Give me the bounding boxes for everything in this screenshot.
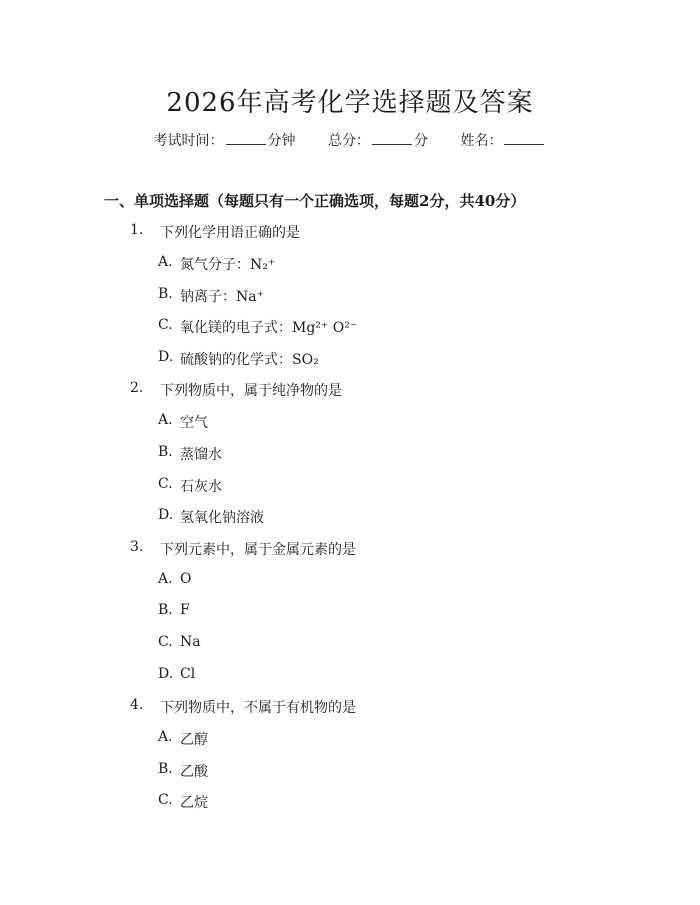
exam-time xyxy=(154,133,300,149)
name-label: 姓名： xyxy=(460,133,503,149)
page-title: 2026年高考化学选择题及答案 xyxy=(166,88,534,118)
question-number: 3. xyxy=(130,538,144,555)
option-text: Cl xyxy=(180,665,196,682)
option-letter: C. xyxy=(158,633,173,650)
answer-option xyxy=(0,602,700,634)
option-letter: B. xyxy=(158,760,173,777)
option-text: 乙醇 xyxy=(180,732,208,749)
question-stem: 下列元素中，属于金属元素的是 xyxy=(160,541,356,558)
option-text: 氧化镁的电子式：Mg²⁺ O²⁻ xyxy=(180,320,358,337)
answer-option xyxy=(0,476,700,508)
answer-option xyxy=(0,571,700,603)
option-text: Na xyxy=(180,633,201,650)
exam-name xyxy=(460,133,546,149)
answer-option xyxy=(0,761,700,793)
name-blank xyxy=(504,132,544,145)
question xyxy=(0,380,700,412)
option-letter: D. xyxy=(158,348,174,365)
option-letter: D. xyxy=(158,507,174,524)
answer-option xyxy=(0,286,700,318)
section-heading: 一、单项选择题（每题只有一个正确选项，每题2分，共40分） xyxy=(104,192,526,210)
option-letter: B. xyxy=(158,443,173,460)
option-text: O xyxy=(180,570,192,587)
question-number: 1. xyxy=(130,222,144,238)
question xyxy=(0,222,700,254)
option-letter: D. xyxy=(158,665,174,682)
answer-option xyxy=(0,507,700,539)
answer-option xyxy=(0,254,700,286)
option-text: 氮气分子：N₂⁺ xyxy=(180,257,276,273)
answer-option xyxy=(0,666,700,698)
option-letter: C. xyxy=(158,317,173,334)
option-letter: A. xyxy=(158,254,173,270)
time-label: 考试时间： xyxy=(153,133,224,149)
answer-option xyxy=(0,349,700,381)
score-blank xyxy=(372,132,412,145)
question-stem: 下列物质中，不属于有机物的是 xyxy=(160,700,356,717)
answer-option xyxy=(0,729,700,761)
option-letter: B. xyxy=(158,285,173,302)
score-label: 总分： xyxy=(328,133,370,149)
question-list xyxy=(0,222,700,824)
question-stem: 下列化学用语正确的是 xyxy=(160,225,300,241)
option-text: 乙酸 xyxy=(180,763,208,780)
option-letter: C. xyxy=(158,792,173,809)
option-text: 硫酸钠的化学式：SO₂ xyxy=(180,351,319,368)
option-text: 氢氧化钠溶液 xyxy=(180,510,264,527)
option-text: 石灰水 xyxy=(180,478,222,495)
answer-option xyxy=(0,444,700,476)
answer-option xyxy=(0,634,700,666)
option-text: 钠离子：Na⁺ xyxy=(180,288,264,305)
option-text: 蒸馏水 xyxy=(180,446,222,463)
exam-score xyxy=(328,133,432,149)
option-letter: A. xyxy=(158,729,173,746)
option-letter: B. xyxy=(158,602,173,619)
answer-option xyxy=(0,317,700,349)
question-number: 2. xyxy=(130,380,144,397)
question-stem: 下列物质中，属于纯净物的是 xyxy=(160,383,342,400)
option-text: 乙烷 xyxy=(180,795,208,812)
answer-option xyxy=(0,792,700,824)
option-text: F xyxy=(180,602,190,619)
time-blank xyxy=(226,132,266,145)
option-text: 空气 xyxy=(180,415,208,432)
option-letter: A. xyxy=(158,570,173,587)
question xyxy=(0,539,700,571)
question-number: 4. xyxy=(130,697,144,714)
answer-option xyxy=(0,412,700,444)
time-unit: 分钟 xyxy=(267,133,296,149)
option-letter: A. xyxy=(158,412,173,429)
question xyxy=(0,697,700,729)
option-letter: C. xyxy=(158,475,173,492)
exam-meta xyxy=(0,130,700,150)
score-unit: 分 xyxy=(414,133,428,149)
